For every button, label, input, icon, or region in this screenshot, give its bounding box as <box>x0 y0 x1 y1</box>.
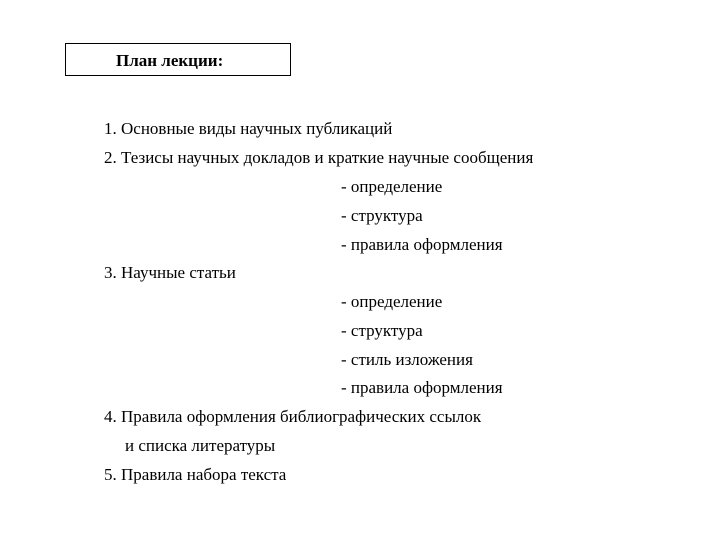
plan-item-2-sub-1: - определение <box>341 177 443 196</box>
plan-item-3-sub-3: - стиль изложения <box>341 350 473 369</box>
plan-item-1: 1. Основные виды научных публикаций <box>104 119 393 138</box>
lecture-plan-title: План лекции: <box>116 51 224 70</box>
plan-item-2-sub-3: - правила оформления <box>341 235 503 254</box>
plan-item-4-continuation: и списка литературы <box>125 436 276 455</box>
plan-item-3-sub-2: - структура <box>341 321 423 340</box>
plan-item-3: 3. Научные статьи <box>104 263 236 282</box>
lecture-plan-title-box <box>65 43 291 76</box>
plan-item-3-sub-1: - определение <box>341 292 443 311</box>
plan-item-3-sub-4: - правила оформления <box>341 378 503 397</box>
plan-item-2: 2. Тезисы научных докладов и краткие научные сообщения <box>104 148 534 167</box>
plan-item-5: 5. Правила набора текста <box>104 465 287 484</box>
plan-item-2-sub-2: - структура <box>341 206 423 225</box>
plan-item-4: 4. Правила оформления библиографических ссылок <box>104 407 482 426</box>
